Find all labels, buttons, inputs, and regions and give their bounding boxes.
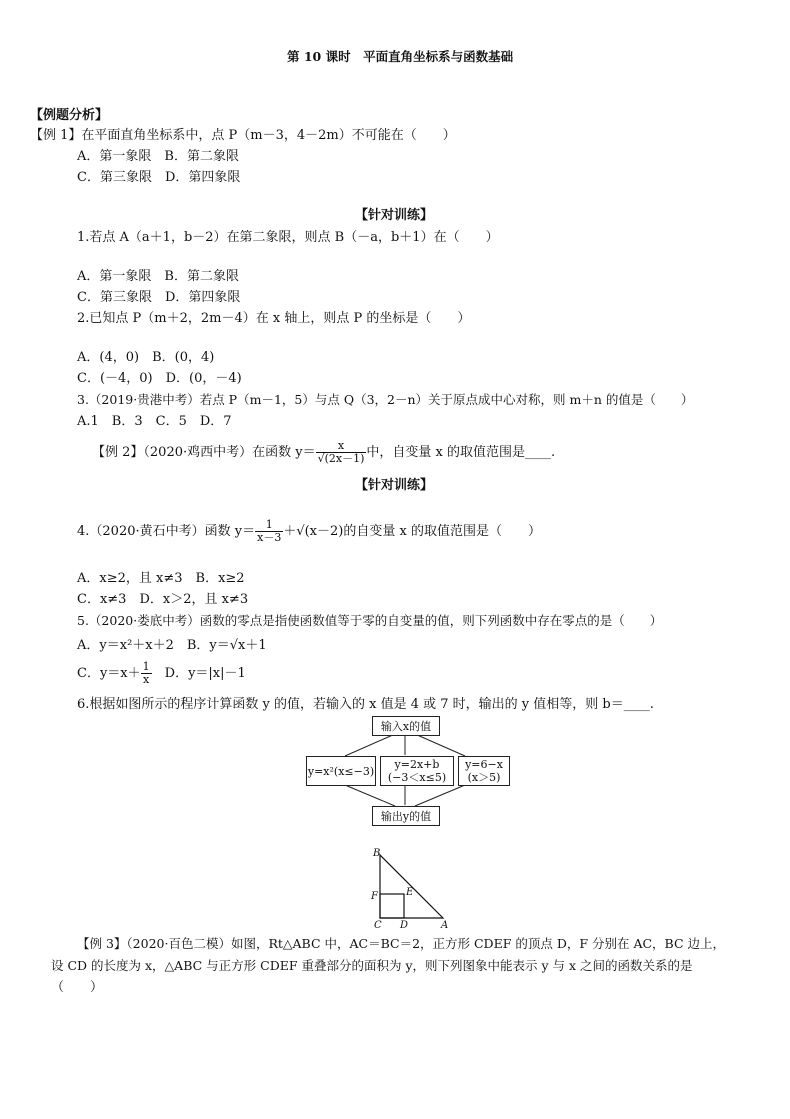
flowchart-branch-middle [380, 756, 454, 786]
example1-options-ab: A．第一象限 B．第二象限 [77, 149, 239, 164]
q6-stem: 6.根据如图所示的程序计算函数 y 的值，若输入的 x 值是 4 或 7 时，输出的 y 值相等，则 b＝____. [77, 697, 654, 712]
training-header-1: 【针对训练】 [355, 208, 434, 223]
q5-option-c-prefix: C．y＝x＋ [77, 666, 141, 681]
q5-option-c-denominator: x [143, 673, 150, 686]
q4-options-ab: A．x≥2，且 x≠3 B．x≥2 [77, 571, 245, 586]
flowchart-branch-right-condition: (x＞5) [467, 771, 501, 784]
example3-line-1: 【例 3】（2020·百色二模）如图，Rt△ABC 中，AC＝BC＝2，正方形 CDEF 的顶点 D，F 分别在 AC，BC 边上， [77, 936, 726, 951]
q3-stem: 3.（2019·贵港中考）若点 P（m－1，5）与点 Q（3，2－n）关于原点成中心对称，则 m＋n 的值是（ ） [77, 392, 694, 407]
label-e: E [406, 887, 414, 898]
q5-stem: 5.（2020·娄底中考）函数的零点是指使函数值等于零的自变量的值，则下列函数中存在零点的是（ ） [77, 613, 663, 628]
label-b: B [373, 848, 381, 859]
example2-fraction-denominator: √(2x－1) [317, 452, 365, 465]
q4 [77, 517, 541, 547]
q1-stem: 1.若点 A（a＋1，b－2）在第二象限，则点 B（－a，b＋1）在（ ） [77, 230, 499, 245]
label-d: D [400, 920, 409, 931]
example2-fraction [316, 440, 367, 465]
q4-fraction-numerator: 1 [255, 519, 283, 532]
example3-line-2: 设 CD 的长度为 x，△ABC 与正方形 CDEF 重叠部分的面积为 y，则下列图象中能表示 y 与 x 之间的函数关系的是 [51, 958, 693, 973]
section-header: 【例题分析】 [30, 108, 109, 123]
q5-option-c-numerator: 1 [142, 660, 150, 673]
label-c: C [374, 920, 382, 931]
training-header-2: 【针对训练】 [355, 478, 434, 493]
example2-fraction-numerator: x [316, 440, 367, 453]
example2-prefix: 【例 2】（2020·鸡西中考）在函数 y＝ [92, 445, 316, 460]
q5-option-c-fraction [141, 661, 152, 686]
q5-options-ab: A．y＝x²＋x＋2 B．y＝√x＋1 [77, 638, 267, 653]
q4-fraction-denominator: x－3 [257, 531, 282, 544]
flowchart-branch-right-formula: y=6−x [465, 758, 503, 771]
example2-suffix: 中，自变量 x 的取值范围是____. [366, 445, 556, 460]
q3-options: A.1 B．3 C．5 D．7 [77, 414, 232, 429]
example1-options-cd: C．第三象限 D．第四象限 [77, 170, 241, 185]
q2-options-cd: C．(－4，0) D．(0，－4) [77, 371, 242, 386]
triangle-abc [380, 855, 443, 918]
flowchart-branch-left: y=x²(x≤−3) [306, 756, 376, 786]
label-a: A [441, 920, 449, 931]
square-cdef [380, 894, 404, 918]
page-title: 第 10 课时 平面直角坐标系与函数基础 [287, 49, 514, 64]
q1-options-cd: C．第三象限 D．第四象限 [77, 290, 241, 305]
flowchart-output-box: 输出y的值 [372, 806, 440, 826]
flowchart-branch-right [458, 756, 510, 786]
q4-suffix: ＋√(x－2)的自变量 x 的取值范围是（ ） [283, 524, 541, 539]
label-f: F [371, 891, 378, 902]
example3-line-3: （ ） [51, 980, 104, 995]
flowchart-branch-middle-formula: y=2x+b [394, 758, 440, 771]
q4-fraction [255, 519, 283, 544]
q5-options-cd [77, 659, 246, 689]
q4-options-cd: C．x≠3 D．x＞2，且 x≠3 [77, 592, 249, 607]
q2-stem: 2.已知点 P（m＋2，2m－4）在 x 轴上，则点 P 的坐标是（ ） [77, 311, 471, 326]
example1-stem: 【例 1】在平面直角坐标系中，点 P（m－3，4－2m）不可能在（ ） [30, 128, 456, 143]
flowchart-input-box: 输入x的值 [372, 716, 440, 736]
q5-option-d: D．y＝|x|－1 [164, 666, 246, 681]
q2-options-ab: A．(4，0) B．(0，4) [77, 350, 215, 365]
flowchart-branch-middle-condition: (−3＜x≤5) [387, 771, 447, 784]
q1-options-ab: A．第一象限 B．第二象限 [77, 269, 239, 284]
example2 [92, 438, 555, 468]
q4-prefix: 4.（2020·黄石中考）函数 y＝ [77, 524, 256, 539]
